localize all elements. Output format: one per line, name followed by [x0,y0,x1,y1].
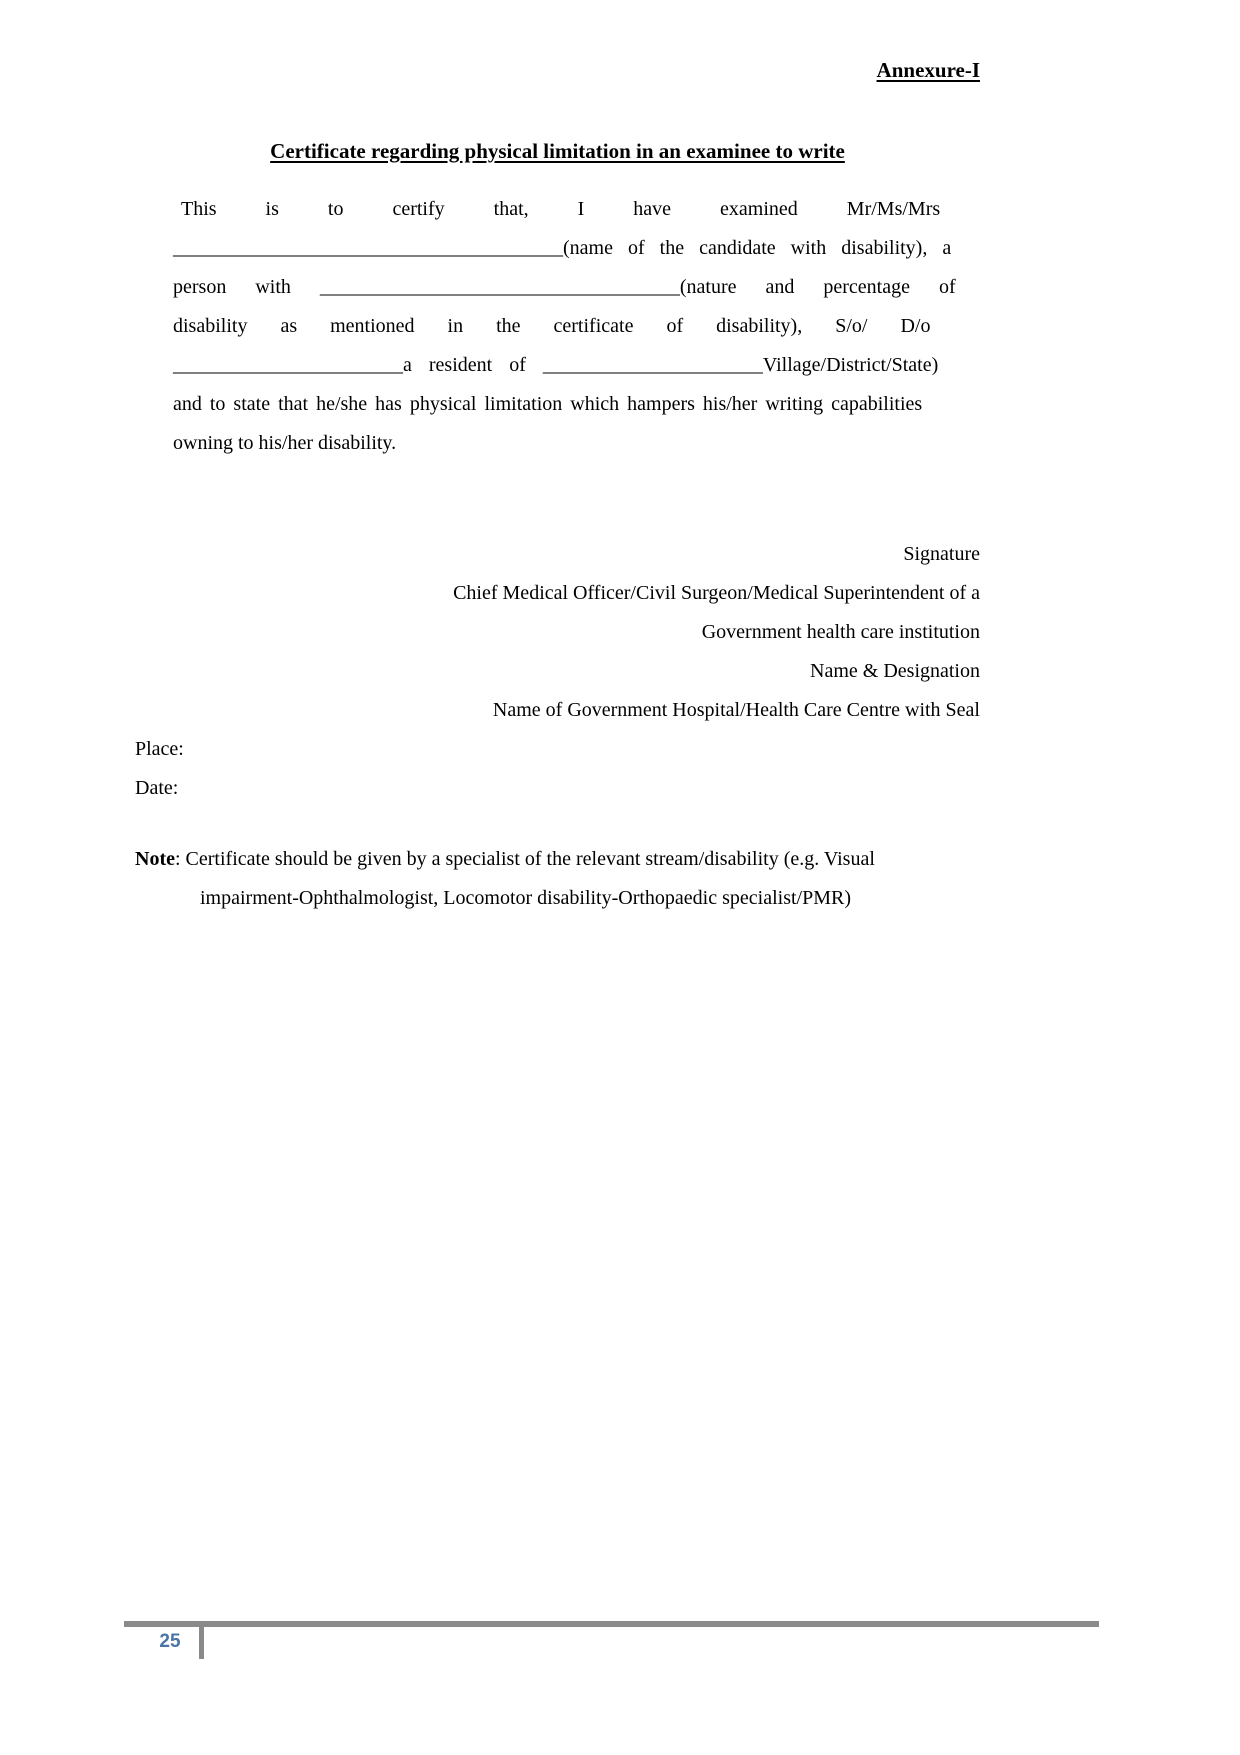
page-number-divider [199,1626,204,1659]
note-label: Note [135,848,175,870]
note-line-2: impairment-Ophthalmologist, Locomotor disability-Orthopaedic specialist/PMR) [200,887,852,909]
hospital-seal-line: Name of Government Hospital/Health Care Centre with Seal [492,699,980,721]
signature-label: Signature [903,543,980,565]
name-designation-line: Name & Designation [810,660,980,682]
certificate-body-paragraph [173,190,980,463]
institution-line: Government health care institution [701,621,980,643]
signature-block [135,535,980,730]
certificate-title: Certificate regarding physical limitation in an examinee to write [270,139,845,163]
body-line-7: owning to his/her disability. [173,432,397,454]
signatory-designation-line: Chief Medical Officer/Civil Surgeon/Medical Superintendent of a [453,582,980,604]
body-line-6: and to state that he/she has physical limitation which hampers his/her writing capabilities [173,393,923,415]
date-label: Date: [135,777,179,799]
body-line-4: disability as mentioned in the certificate of disability), S/o/ D/o [173,315,931,337]
page-content [135,0,980,918]
place-label: Place: [135,738,184,760]
place-date-block [135,730,980,808]
body-line-5-resident-blank: _______________________a resident of ______________________Village/District/State) [173,354,939,376]
note-block [135,840,980,918]
body-line-2-name-blank: _______________________________________(name of the candidate with disability), a [173,237,952,259]
note-text-1: : Certificate should be given by a specialist of the relevant stream/disability (e.g. Visual [174,848,875,870]
note-line-1 [135,840,980,879]
footer-divider [124,1621,1099,1627]
body-line-3-nature-blank: person with ____________________________________(nature and percentage of [173,276,956,298]
page-number: 25 [159,1631,181,1652]
annexure-heading: Annexure-I [876,58,980,82]
body-line-1: This is to certify that, I have examined Mr/Ms/Mrs [181,198,941,220]
